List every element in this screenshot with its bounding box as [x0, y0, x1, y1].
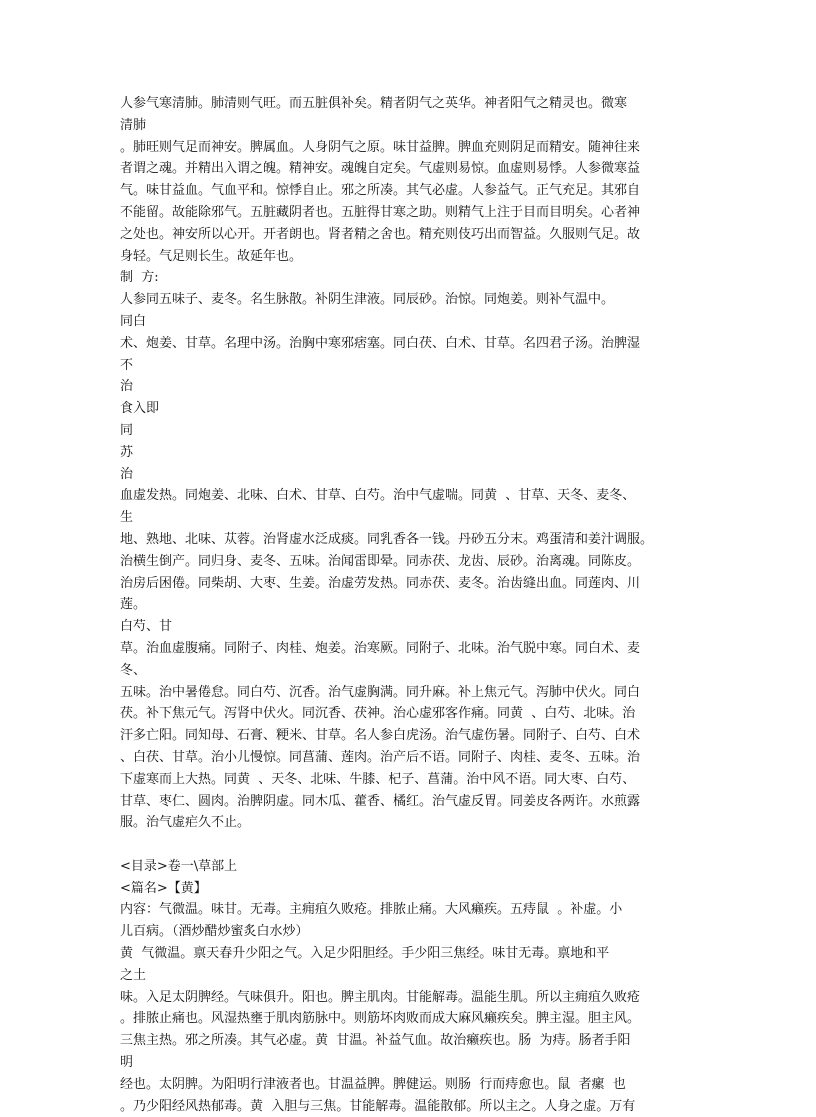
text-line: 术、炮姜、甘草。名理中汤。治胸中寒邪痞塞。同白茯、白术、甘草。名四君子汤。治脾湿 — [120, 335, 641, 351]
commentary-section — [120, 93, 700, 834]
text-line: 之处也。神安所以心开。开者朗也。肾者精之舍也。精充则伎巧出而智益。久服则气足。故 — [120, 226, 641, 242]
text-line: 草。治血虚腹痛。同附子、肉桂、炮姜。治寒厥。同附子、北味。治气脱中寒。同白术、麦 — [120, 640, 641, 656]
text-line: 味。入足太阴脾经。气味俱升。阳也。脾主肌肉。甘能解毒。温能生肌。所以主痈疽久败疮 — [120, 989, 641, 1005]
herb-entry-section — [120, 856, 700, 1117]
text-line: 血虚发热。同炮姜、北味、白术、甘草、白芍。治中气虚喘。同黄 、甘草、天冬、麦冬、 — [120, 488, 636, 504]
text-line: 三焦主热。邪之所凑。其气必虚。黄 甘温。补益气血。故治癞疾也。肠 为痔。肠者手阳 — [120, 1033, 631, 1049]
text-line: 气。味甘益血。气血平和。惊悸自止。邪之所凑。其气必虚。人参益气。正气充足。其邪自 — [120, 183, 641, 199]
text-line: 同 — [120, 422, 134, 438]
text-line: 明 — [120, 1055, 134, 1071]
text-line: 冬、 — [120, 662, 147, 678]
text-line: 服。治气虚疟久不止。 — [120, 815, 251, 831]
text-line: 下虚寒而上大热。同黄 、天冬、北味、牛膝、杞子、菖蒲。治中风不语。同大枣、白芍、 — [120, 771, 636, 787]
text-line: 五味。治中暑倦怠。同白芍、沉香。治气虚胸满。同升麻。补上焦元气。泻肺中伏火。同白 — [120, 684, 641, 700]
text-line: 。排脓止痛也。风湿热壅于肌肉筋脉中。则筋坏肉败而成大麻风癞疾矣。脾主湿。胆主风。 — [120, 1011, 641, 1027]
text-line: 身轻。气足则长生。故延年也。 — [120, 248, 303, 264]
text-line: 治 — [120, 379, 134, 395]
text-line: 制 方: — [120, 270, 159, 286]
text-line: 。肺旺则气足而神安。脾属血。人身阴气之原。味甘益脾。脾血充则阴足而精安。随神往来 — [120, 139, 641, 155]
text-line: 内容：气微温。味甘。无毒。主痈疽久败疮。排脓止痛。大风癞疾。五痔鼠 。补虚。小 — [120, 902, 623, 918]
text-line: 食入即 — [120, 401, 160, 417]
text-line: 白芍、甘 — [120, 619, 173, 635]
text-line: 莲。 — [120, 597, 147, 613]
text-line: 治房后困倦。同柴胡、大枣、生姜。治虚劳发热。同赤茯、麦冬。治齿缝出血。同莲肉、川 — [120, 575, 641, 591]
text-line: 同白 — [120, 313, 147, 329]
text-line: 不能留。故能除邪气。五脏藏阴者也。五脏得甘寒之助。则精气上注于目而目明矣。心者神 — [120, 204, 641, 220]
text-line: 黄 气微温。禀天春升少阳之气。入足少阳胆经。手少阳三焦经。味甘无毒。禀地和平 — [120, 946, 610, 962]
text-line: 地、熟地、北味、苁蓉。治肾虚水泛成痰。同乳香各一钱。丹砂五分末。鸡蛋清和姜汁调服。 — [120, 531, 654, 547]
text-line: 茯。补下焦元气。泻肾中伏火。同沉香、茯神。治心虚邪客作痛。同黄 、白芍、北味。治 — [120, 706, 636, 722]
section-gap — [120, 834, 700, 856]
text-line: 者谓之魂。并精出入谓之魄。精神安。魂魄自定矣。气虚则易惊。血虚则易悸。人参微寒益 — [120, 161, 641, 177]
text-line: 汗多亡阳。同知母、石膏、粳米、甘草。名人参白虎汤。治气虚伤暑。同附子、白芍、白术 — [120, 728, 641, 744]
text-line: 儿百病。（酒炒醋炒蜜炙白水炒） — [120, 924, 309, 940]
text-line: 人参气寒清肺。肺清则气旺。而五脏俱补矣。精者阴气之英华。神者阳气之精灵也。微寒 — [120, 96, 628, 111]
document-page — [120, 93, 700, 1117]
text-line: 不 — [120, 357, 134, 373]
text-line: <篇名>【黄】 — [120, 880, 207, 896]
text-line: 治 — [120, 466, 134, 482]
text-line: 治横生倒产。同归身、麦冬、五味。治闻雷即晕。同赤茯、龙齿、辰砂。治离魂。同陈皮。 — [120, 553, 641, 569]
text-line: 生 — [120, 510, 134, 526]
text-line: 之土 — [120, 967, 147, 983]
text-line: 甘草、枣仁、圆肉。治脾阴虚。同木瓜、藿香、橘红。治气虚反胃。同姜皮各两许。水煎露 — [120, 793, 641, 809]
text-line: 苏 — [120, 444, 134, 460]
text-line: <目录>卷一\草部上 — [120, 858, 238, 874]
text-line: 经也。太阴脾。为阳明行津液者也。甘温益脾。脾健运。则肠 行而痔愈也。鼠 者瘰 也 — [120, 1076, 626, 1092]
text-line: 。乃少阳经风热郁毒。黄 入胆与三焦。甘能解毒。温能散郁。所以主之。人身之虚。万有 — [120, 1098, 636, 1114]
text-line: 、白茯、甘草。治小儿慢惊。同菖蒲、莲肉。治产后不语。同附子、肉桂、麦冬、五味。治 — [120, 749, 641, 765]
text-line: 人参同五味子、麦冬。名生脉散。补阴生津液。同辰砂。治惊。同炮姜。则补气温中。 — [120, 292, 615, 308]
text-line: 清肺 — [120, 117, 147, 133]
